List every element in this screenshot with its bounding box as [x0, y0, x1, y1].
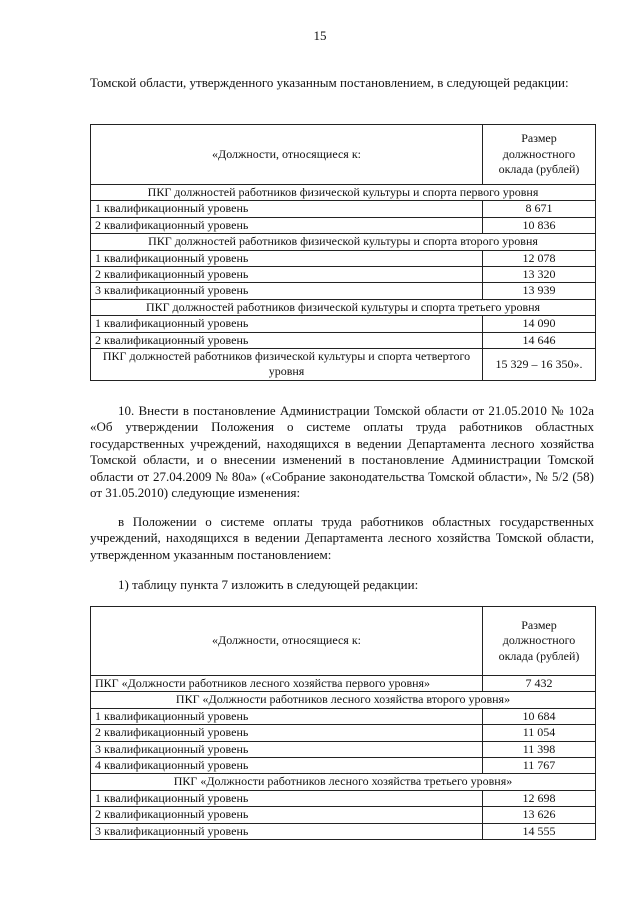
table-row — [91, 217, 596, 233]
row-label: 3 квалификационный уровень — [91, 283, 483, 299]
row-value: 13 939 — [483, 283, 596, 299]
row-value: 13 626 — [483, 807, 596, 823]
table-row — [91, 807, 596, 823]
page-number: 15 — [313, 28, 327, 43]
row-label: 3 квалификационный уровень — [91, 823, 483, 839]
row-label: 1 квалификационный уровень — [91, 790, 483, 806]
header-salary: Размер должностного оклада (рублей) — [483, 607, 596, 676]
table-row — [91, 741, 596, 757]
table-row — [91, 250, 596, 266]
paragraph-in-regulation: в Положении о системе оплаты труда работников областных государственных учреждений, находящихся в ведении Департамента лесного хозяйства Томской области, утвержденном указанным постановлением: — [90, 514, 594, 562]
intro-paragraph: Томской области, утвержденного указанным постановлением, в следующей редакции: — [90, 75, 569, 90]
row-value: 13 320 — [483, 267, 596, 283]
header-positions: «Должности, относящиеся к: — [91, 125, 483, 185]
table-row — [91, 790, 596, 806]
row-value: 12 698 — [483, 790, 596, 806]
table-row — [91, 316, 596, 332]
table-row — [91, 823, 596, 839]
row-value: 14 555 — [483, 823, 596, 839]
row-value: 10 684 — [483, 708, 596, 724]
row-label: 4 квалификационный уровень — [91, 758, 483, 774]
group-label: ПКГ должностей работников физической культуры и спорта третьего уровня — [91, 299, 596, 315]
table-row — [91, 676, 596, 692]
table-group-row — [91, 299, 596, 315]
group-label: ПКГ должностей работников физической культуры и спорта второго уровня — [91, 234, 596, 250]
row-value: 8 671 — [483, 201, 596, 217]
table-row — [91, 267, 596, 283]
table-row — [91, 283, 596, 299]
salary-table-forestry — [90, 606, 596, 840]
row-value: 11 398 — [483, 741, 596, 757]
paragraph-10: 10. Внести в постановление Администрации Томской области от 21.05.2010 № 102а «Об утверждении Положения о системе оплаты труда работников областных государственных учреждений, находящихся в ведении Департамента лесного хозяйства Томской области, и о внесении изменений в постановление Администрации Томской области от 27.04.2009 № 80а» («Собрание законодательства Томской области», № 5/2 (58) от 31.05.2010) следующие изменения: — [90, 403, 594, 501]
row-label: 1 квалификационный уровень — [91, 708, 483, 724]
table-group-row — [91, 234, 596, 250]
row-label: 1 квалификационный уровень — [91, 250, 483, 266]
header-salary: Размер должностного оклада (рублей) — [483, 125, 596, 185]
row-value: 14 646 — [483, 332, 596, 348]
table-row-last — [91, 349, 596, 381]
table-row — [91, 201, 596, 217]
row-value: 12 078 — [483, 250, 596, 266]
group-label: ПКГ «Должности работников лесного хозяйства третьего уровня» — [91, 774, 596, 790]
header-positions: «Должности, относящиеся к: — [91, 607, 483, 676]
row-label: ПКГ должностей работников физической культуры и спорта четвертого уровня — [91, 349, 483, 381]
row-label: 2 квалификационный уровень — [91, 807, 483, 823]
table-header — [91, 125, 596, 185]
table-group-row — [91, 185, 596, 201]
table-group-row — [91, 774, 596, 790]
table-row — [91, 708, 596, 724]
paragraph-item-1: 1) таблицу пункта 7 изложить в следующей редакции: — [118, 577, 419, 592]
group-label: ПКГ «Должности работников лесного хозяйства второго уровня» — [91, 692, 596, 708]
row-value: 7 432 — [483, 676, 596, 692]
row-label: 2 квалификационный уровень — [91, 725, 483, 741]
row-label: 2 квалификационный уровень — [91, 217, 483, 233]
row-label: 2 квалификационный уровень — [91, 267, 483, 283]
row-label: 1 квалификационный уровень — [91, 316, 483, 332]
table-row — [91, 758, 596, 774]
row-label: 3 квалификационный уровень — [91, 741, 483, 757]
row-value: 15 329 – 16 350». — [483, 349, 596, 381]
table-row — [91, 332, 596, 348]
salary-table-sports — [90, 124, 596, 381]
row-label: 1 квалификационный уровень — [91, 201, 483, 217]
row-value: 10 836 — [483, 217, 596, 233]
group-label: ПКГ должностей работников физической культуры и спорта первого уровня — [91, 185, 596, 201]
table-row — [91, 725, 596, 741]
row-label: 2 квалификационный уровень — [91, 332, 483, 348]
row-label: ПКГ «Должности работников лесного хозяйства первого уровня» — [91, 676, 483, 692]
row-value: 11 054 — [483, 725, 596, 741]
row-value: 14 090 — [483, 316, 596, 332]
table-group-row — [91, 692, 596, 708]
row-value: 11 767 — [483, 758, 596, 774]
table-header — [91, 607, 596, 676]
